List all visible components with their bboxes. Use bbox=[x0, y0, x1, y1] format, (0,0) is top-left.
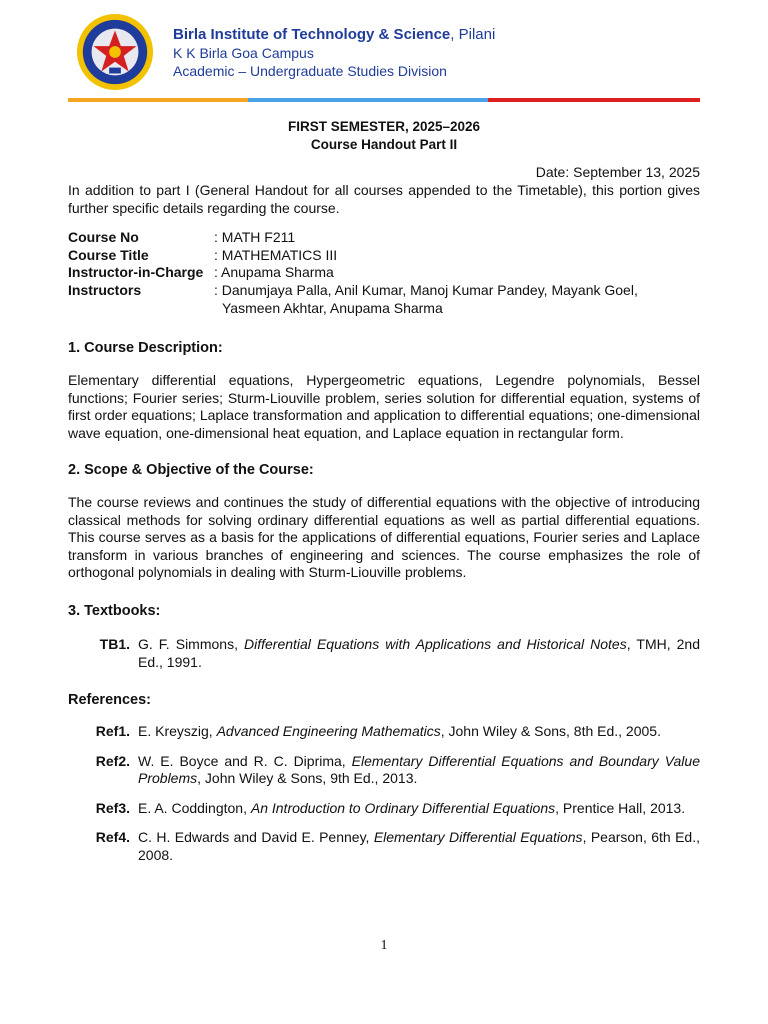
header-rule bbox=[68, 98, 700, 102]
textbooks-heading: 3. Textbooks: bbox=[68, 603, 161, 619]
list-item: Ref3. E. A. Coddington, An Introduction to Ordinary Differential Equations, Prentice Hall, 2013. bbox=[95, 799, 686, 816]
references-heading: References: bbox=[68, 692, 152, 708]
scope-text: The course reviews and continues the study of differential equations with the objective of introducing classical methods for solving ordinary differential equations as well as partial differential equations. This course serves as a basis for the applications of differential equations, Fourier series and Laplace transform in various branches of engineering and sciences. The course emphasizes the role of orthogonal polynomials in dealing with Sturm-Liouville problems. bbox=[68, 494, 700, 580]
division-name: Academic – Undergraduate Studies Division bbox=[173, 63, 447, 79]
semester-title: FIRST SEMESTER, 2025–2026 bbox=[287, 119, 481, 134]
campus-name: K K Birla Goa Campus bbox=[173, 45, 314, 61]
institute-name: Birla Institute of Technology & Science, Pilani bbox=[173, 26, 496, 43]
page-number: 1 bbox=[380, 938, 388, 953]
list-item: Ref4. C. H. Edwards and David E. Penney, Elementary Differential Equations, Pearson, 6th Ed., 2008. bbox=[95, 829, 700, 863]
course-description-text: Elementary differential equations, Hypergeometric equations, Legendre polynomials, Bessel functions; Fourier series; Sturm-Liouville problem, series solution for differential equation, systems of first order equations; Laplace transformation and application to differential equations; one-dimensional wave equation, one-dimensional heat equation, and Laplace equation in rectangular form. bbox=[68, 372, 700, 441]
textbooks-list bbox=[68, 636, 700, 683]
references-list bbox=[68, 723, 700, 876]
institute-header bbox=[173, 26, 495, 80]
scope-heading: 2. Scope & Objective of the Course: bbox=[68, 462, 314, 478]
bits-pilani-emblem-icon bbox=[76, 13, 154, 91]
course-info-table: Course No : MATH F211 Course Title : MATHEMATICS III Instructor-in-Charge : Anupama Sharma Instructors : Danumjaya Palla, Anil Kumar, Manoj Kumar Pandey, Mayank Goel, Yasmeen Akhtar, Anupama Sharma bbox=[68, 229, 638, 316]
list-item: Ref2. W. E. Boyce and R. C. Diprima, Elementary Differential Equations and Boundary Value Problems, John Wiley & Sons, 9th Ed., 2013. bbox=[95, 752, 700, 786]
course-description-heading: 1. Course Description: bbox=[68, 340, 223, 356]
handout-subtitle: Course Handout Part II bbox=[310, 137, 458, 152]
list-item: Ref1. E. Kreyszig, Advanced Engineering Mathematics, John Wiley & Sons, 8th Ed., 2005. bbox=[95, 723, 661, 739]
document-date: Date: September 13, 2025 bbox=[535, 164, 700, 180]
list-item: TB1. G. F. Simmons, Differential Equations with Applications and Historical Notes, TMH, 2nd Ed., 1991. bbox=[99, 636, 701, 670]
intro-paragraph: In addition to part I (General Handout for all courses appended to the Timetable), this portion gives further specific details regarding the course. bbox=[68, 182, 700, 216]
